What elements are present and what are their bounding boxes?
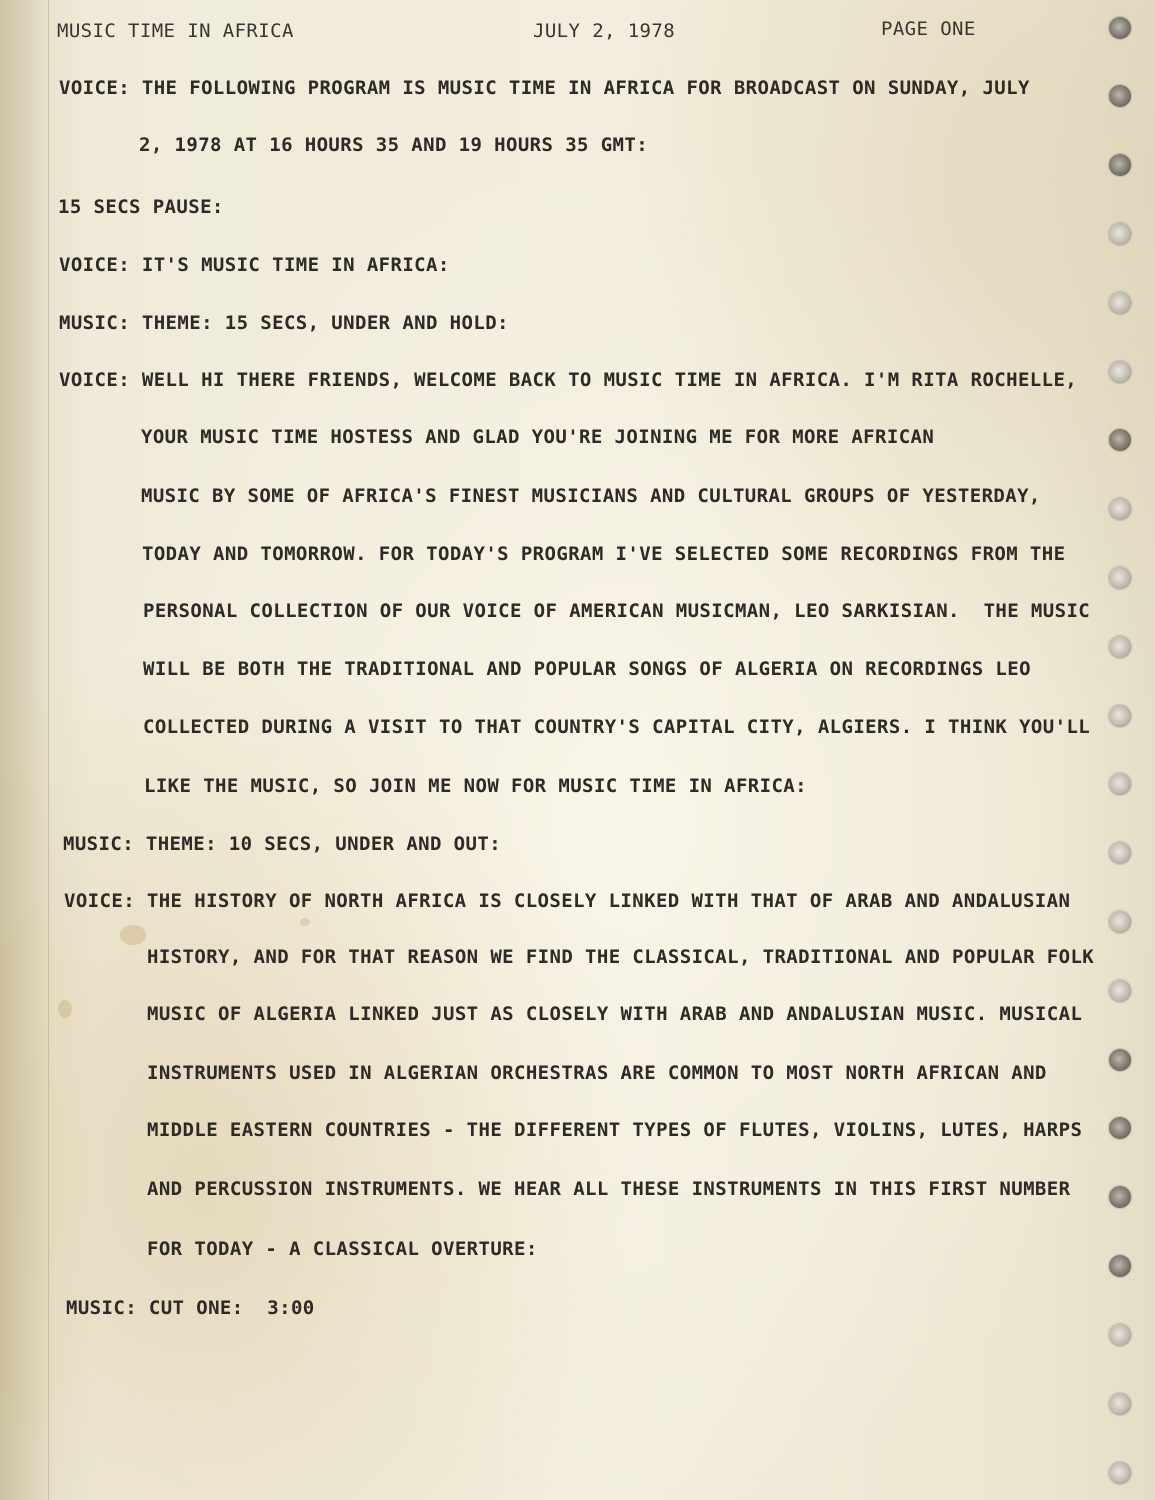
punch-hole — [1109, 1186, 1131, 1208]
script-line: VOICE: THE FOLLOWING PROGRAM IS MUSIC TIME IN AFRICA FOR BROADCAST ON SUNDAY, JULY — [59, 77, 1030, 99]
punch-hole — [1109, 361, 1131, 383]
script-line: MUSIC: THEME: 15 SECS, UNDER AND HOLD: — [59, 312, 509, 334]
punch-hole — [1109, 85, 1131, 107]
script-line: AND PERCUSSION INSTRUMENTS. WE HEAR ALL THESE INSTRUMENTS IN THIS FIRST NUMBER — [147, 1178, 1071, 1200]
punch-hole — [1109, 1117, 1131, 1139]
script-line: VOICE: IT'S MUSIC TIME IN AFRICA: — [59, 254, 450, 276]
script-line: MUSIC OF ALGERIA LINKED JUST AS CLOSELY WITH ARAB AND ANDALUSIAN MUSIC. MUSICAL — [147, 1003, 1083, 1025]
page-number: PAGE ONE — [881, 18, 976, 40]
punch-hole — [1109, 223, 1131, 245]
stain — [120, 925, 146, 945]
script-line: PERSONAL COLLECTION OF OUR VOICE OF AMERICAN MUSICMAN, LEO SARKISIAN. THE MUSIC — [143, 600, 1091, 622]
punch-hole — [1109, 429, 1131, 451]
script-line: HISTORY, AND FOR THAT REASON WE FIND THE CLASSICAL, TRADITIONAL AND POPULAR FOLK — [147, 946, 1095, 968]
script-line: FOR TODAY - A CLASSICAL OVERTURE: — [147, 1238, 538, 1260]
aged-left-edge — [0, 0, 52, 1500]
script-line: VOICE: WELL HI THERE FRIENDS, WELCOME BACK TO MUSIC TIME IN AFRICA. I'M RITA ROCHELLE, — [59, 369, 1078, 391]
script-line: LIKE THE MUSIC, SO JOIN ME NOW FOR MUSIC TIME IN AFRICA: — [144, 775, 807, 797]
broadcast-date: JULY 2, 1978 — [533, 20, 676, 42]
script-line: 2, 1978 AT 16 HOURS 35 AND 19 HOURS 35 GMT: — [139, 134, 649, 156]
script-line: WILL BE BOTH THE TRADITIONAL AND POPULAR SONGS OF ALGERIA ON RECORDINGS LEO — [143, 658, 1031, 680]
punch-hole — [1109, 1462, 1131, 1484]
punch-hole — [1109, 705, 1131, 727]
punch-hole — [1109, 842, 1131, 864]
script-line: 15 SECS PAUSE: — [58, 196, 224, 218]
script-line: MUSIC: CUT ONE: 3:00 — [66, 1297, 315, 1319]
stain — [300, 918, 310, 926]
punch-hole — [1109, 773, 1131, 795]
punch-hole — [1109, 980, 1131, 1002]
punch-hole — [1109, 1393, 1131, 1415]
script-line: MIDDLE EASTERN COUNTRIES - THE DIFFERENT TYPES OF FLUTES, VIOLINS, LUTES, HARPS — [147, 1119, 1083, 1141]
stain — [58, 1000, 72, 1018]
script-line: TODAY AND TOMORROW. FOR TODAY'S PROGRAM I'VE SELECTED SOME RECORDINGS FROM THE — [142, 543, 1066, 565]
margin-crease — [48, 0, 49, 1500]
punch-hole — [1109, 1049, 1131, 1071]
punch-hole — [1109, 567, 1131, 589]
punch-hole — [1109, 498, 1131, 520]
punch-hole — [1109, 1324, 1131, 1346]
program-title: MUSIC TIME IN AFRICA — [57, 20, 294, 42]
script-line: MUSIC BY SOME OF AFRICA'S FINEST MUSICIANS AND CULTURAL GROUPS OF YESTERDAY, — [141, 485, 1041, 507]
punch-hole — [1109, 911, 1131, 933]
punch-hole — [1109, 292, 1131, 314]
script-line: YOUR MUSIC TIME HOSTESS AND GLAD YOU'RE JOINING ME FOR MORE AFRICAN — [141, 426, 935, 448]
script-line: INSTRUMENTS USED IN ALGERIAN ORCHESTRAS ARE COMMON TO MOST NORTH AFRICAN AND — [147, 1062, 1047, 1084]
punch-hole — [1109, 1255, 1131, 1277]
punch-hole — [1109, 17, 1131, 39]
punch-hole — [1109, 154, 1131, 176]
script-line: MUSIC: THEME: 10 SECS, UNDER AND OUT: — [63, 833, 502, 855]
script-line: COLLECTED DURING A VISIT TO THAT COUNTRY'S CAPITAL CITY, ALGIERS. I THINK YOU'LL — [143, 716, 1091, 738]
script-line: VOICE: THE HISTORY OF NORTH AFRICA IS CLOSELY LINKED WITH THAT OF ARAB AND ANDALUSIAN — [64, 890, 1071, 912]
punch-hole — [1109, 636, 1131, 658]
